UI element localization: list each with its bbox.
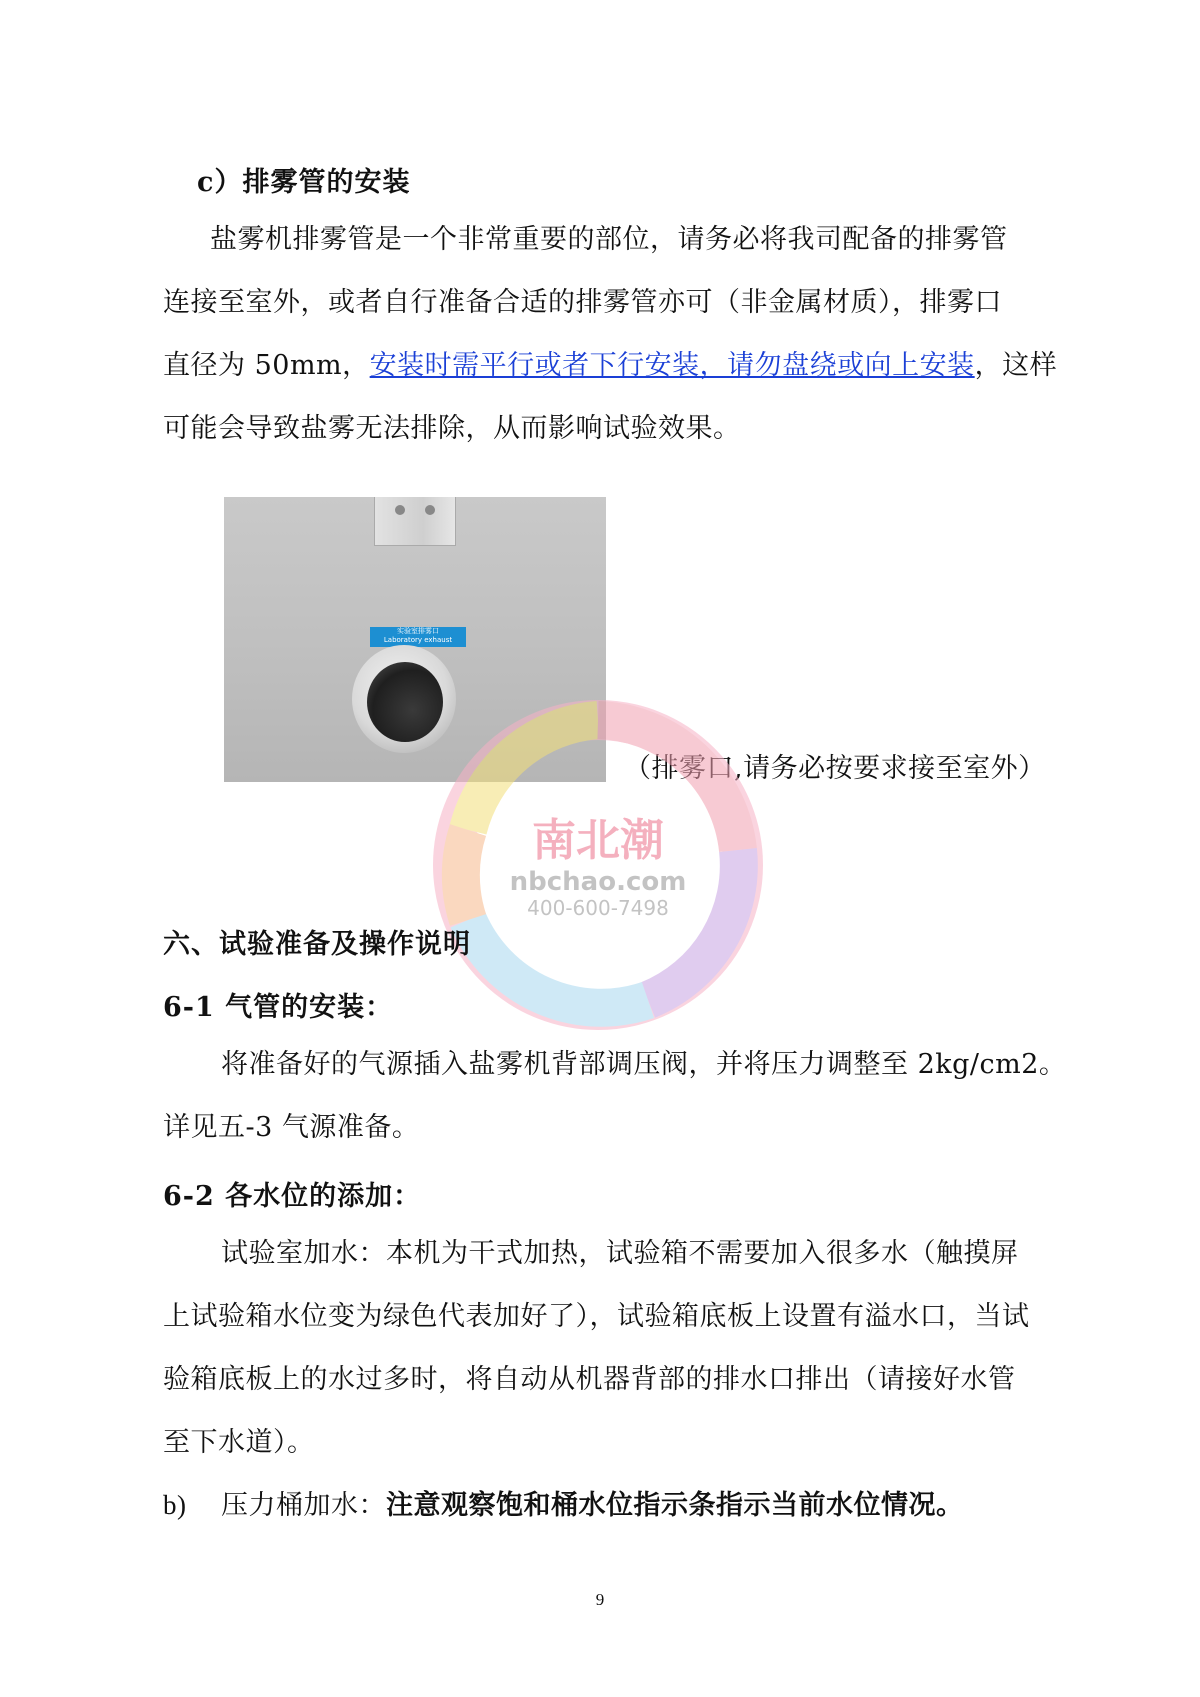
watermark-phone: 400-600-7498 bbox=[527, 896, 669, 920]
paragraph-line: 试验室加水：本机为干式加热，试验箱不需要加入很多水（触摸屏 bbox=[221, 1238, 1019, 1269]
watermark-ring bbox=[468, 720, 598, 830]
list-item-label: 压力桶加水： bbox=[221, 1490, 386, 1521]
list-item-b bbox=[163, 1474, 964, 1537]
paragraph-line: 验箱底板上的水过多时，将自动从机器背部的排水口排出（请接好水管 bbox=[163, 1364, 1016, 1395]
exhaust-label-sticker bbox=[370, 627, 466, 647]
section-c-heading: c）排雾管的安装 bbox=[197, 167, 411, 198]
photo-caption: （排雾口,请务必按要求接至室外） bbox=[624, 753, 1046, 784]
paragraph-line: 可能会导致盐雾无法排除，从而影响试验效果。 bbox=[163, 413, 741, 444]
page-number: 9 bbox=[595, 1590, 605, 1609]
paragraph-line: 将准备好的气源插入盐雾机背部调压阀，并将压力调整至 2kg/cm2。 bbox=[221, 1049, 1067, 1080]
paragraph-line: 盐雾机排雾管是一个非常重要的部位，请务必将我司配备的排雾管 bbox=[210, 224, 1008, 255]
section-6-heading: 六、试验准备及操作说明 bbox=[163, 929, 471, 960]
watermark-ring bbox=[461, 830, 468, 920]
watermark-ring bbox=[468, 920, 648, 1008]
paragraph-line: 至下水道）。 bbox=[163, 1427, 315, 1458]
paragraph-line: 详见五-3 气源准备。 bbox=[163, 1112, 420, 1143]
paragraph-text: ，这样 bbox=[974, 350, 1058, 381]
subsection-6-2-heading: 6-2 各水位的添加： bbox=[163, 1181, 422, 1212]
watermark-brand-en: nbchao.com bbox=[509, 867, 687, 897]
list-item-emphasis: 注意观察饱和桶水位指示条指示当前水位情况。 bbox=[386, 1490, 964, 1521]
list-marker: b) bbox=[163, 1490, 187, 1520]
paragraph-line: 上试验箱水位变为绿色代表加好了），试验箱底板上设置有溢水口，当试 bbox=[163, 1301, 1030, 1332]
sticker-text-en: Laboratory exhaust bbox=[383, 636, 453, 644]
mounting-bracket bbox=[374, 497, 456, 546]
watermark-brand-cn: 南北潮 bbox=[532, 815, 664, 866]
install-guideline-link[interactable]: 安装时需平行或者下行安装，请勿盘绕或向上安装 bbox=[369, 350, 975, 381]
screw-icon bbox=[425, 505, 435, 515]
screw-icon bbox=[395, 505, 405, 515]
watermark-logo bbox=[408, 680, 788, 1060]
sticker-text-cn: 实验室排雾口 bbox=[397, 627, 439, 635]
paragraph-text: 直径为 50mm， bbox=[163, 350, 370, 381]
subsection-6-1-heading: 6-1 气管的安装： bbox=[163, 992, 394, 1023]
paragraph-line-with-link bbox=[163, 334, 1057, 397]
paragraph-line: 连接至室外，或者自行准备合适的排雾管亦可（非金属材质），排雾口 bbox=[163, 287, 1002, 318]
